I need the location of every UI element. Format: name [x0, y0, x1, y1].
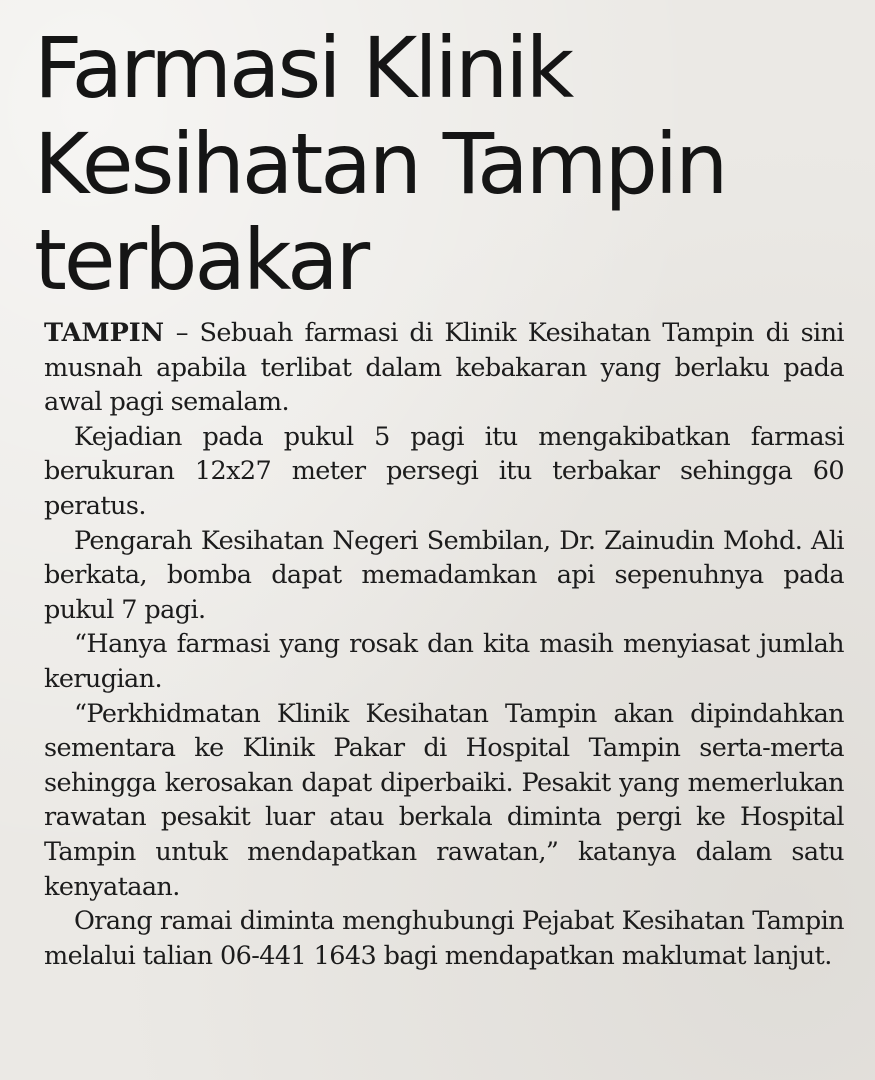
- headline: [34, 20, 834, 308]
- paragraph-1: [44, 316, 844, 420]
- headline-line-1: Farmasi Klinik: [34, 19, 572, 117]
- dateline: TAMPIN: [44, 318, 165, 348]
- headline-line-3: terbakar: [34, 211, 368, 309]
- paragraph-3: Pengarah Kesihatan Negeri Sembilan, Dr. Zainudin Mohd. Ali berkata, bomba dapat memadamkan api sepenuhnya pada pukul 7 pagi.: [44, 525, 844, 625]
- paragraph-6: Orang ramai diminta menghubungi Pejabat Kesihatan Tampin melalui talian 06-441 1643 bagi mendapatkan maklumat lanjut.: [44, 906, 844, 971]
- paragraph-2: Kejadian pada pukul 5 pagi itu mengakibatkan farmasi berukuran 12x27 meter persegi itu terbakar sehingga 60 peratus.: [44, 421, 844, 521]
- headline-line-2: Kesihatan Tampin: [34, 115, 726, 213]
- article-body: [44, 316, 844, 973]
- paragraph-1-text: – Sebuah farmasi di Klinik Kesihatan Tampin di sini musnah apabila terlibat dalam kebakaran yang berlaku pada awal pagi semalam.: [44, 318, 844, 418]
- paragraph-5: “Perkhidmatan Klinik Kesihatan Tampin akan dipindahkan sementara ke Klinik Pakar di Hospital Tampin serta-merta sehingga kerosakan dapat diperbaiki. Pesakit yang memerlukan rawatan pesakit luar atau berkala diminta pergi ke Hospital Tampin untuk mendapatkan rawatan,” katanya dalam satu kenyataan.: [44, 698, 844, 902]
- paragraph-4: “Hanya farmasi yang rosak dan kita masih menyiasat jumlah kerugian.: [44, 629, 844, 694]
